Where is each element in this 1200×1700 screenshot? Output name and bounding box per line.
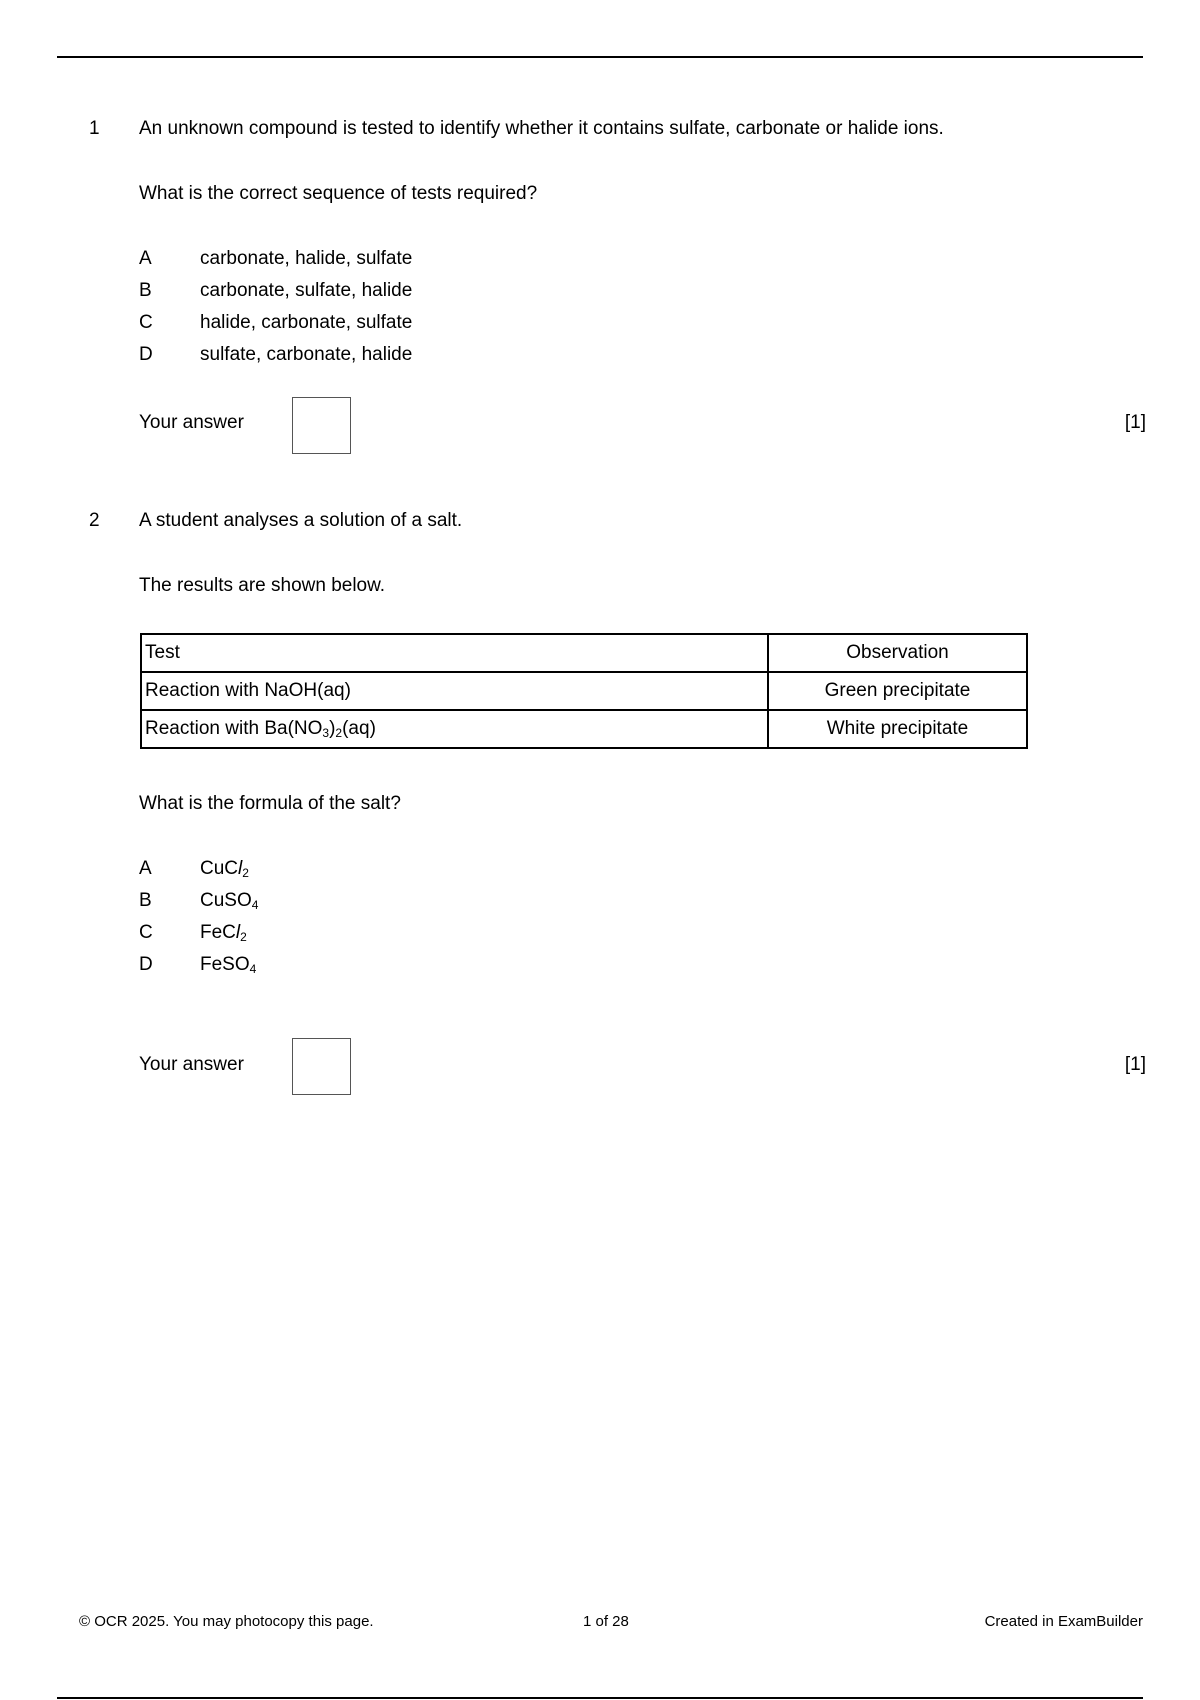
table-row bbox=[141, 672, 1027, 710]
q2-option-d-letter: D bbox=[139, 954, 153, 975]
formula-subscript: 4 bbox=[251, 898, 259, 912]
table-row bbox=[141, 710, 1027, 748]
q2-option-b-letter: B bbox=[139, 890, 152, 911]
question-2-stem: A student analyses a solution of a salt. bbox=[139, 510, 463, 531]
test-text-mid: ) bbox=[329, 718, 336, 739]
results-table bbox=[140, 633, 1028, 749]
q1-option-b-letter: B bbox=[139, 280, 152, 301]
footer-copyright: © OCR 2025. You may photocopy this page. bbox=[79, 1613, 374, 1630]
q2-answer-label: Your answer bbox=[139, 1054, 244, 1075]
test-text-prefix: Reaction with Ba(NO bbox=[145, 718, 323, 739]
formula-subscript: 4 bbox=[249, 962, 257, 976]
question-2-number: 2 bbox=[89, 510, 100, 531]
formula-subscript: 2 bbox=[240, 930, 247, 944]
formula-subscript: 2 bbox=[242, 866, 249, 880]
formula-italic: l bbox=[235, 922, 241, 943]
q2-marks: [1] bbox=[1124, 1054, 1146, 1075]
table-header-test: Test bbox=[141, 634, 768, 672]
table-cell-test bbox=[141, 710, 768, 748]
q2-option-c-text bbox=[200, 922, 247, 944]
q2-option-d-text bbox=[200, 954, 256, 976]
question-1-stem: An unknown compound is tested to identify whether it contains sulfate, carbonate or halide ions. bbox=[139, 118, 944, 139]
question-2-intro: The results are shown below. bbox=[139, 575, 386, 596]
q1-option-d-text: sulfate, carbonate, halide bbox=[200, 344, 413, 365]
table-header-row bbox=[141, 634, 1027, 672]
test-subscript-2: 2 bbox=[335, 726, 343, 740]
q1-answer-label: Your answer bbox=[139, 412, 244, 433]
test-text: Reaction with NaOH(aq) bbox=[145, 680, 351, 701]
q1-option-a-letter: A bbox=[139, 248, 152, 269]
q1-answer-box[interactable] bbox=[292, 397, 351, 454]
q1-option-c-text: halide, carbonate, sulfate bbox=[200, 312, 413, 333]
q2-option-b-text bbox=[200, 890, 258, 912]
q2-answer-box[interactable] bbox=[292, 1038, 351, 1095]
formula-main: CuSO bbox=[200, 890, 252, 911]
q2-option-c-letter: C bbox=[139, 922, 153, 943]
q1-option-d-letter: D bbox=[139, 344, 153, 365]
test-subscript-1: 3 bbox=[322, 726, 330, 740]
formula-main: FeC bbox=[200, 922, 236, 943]
q1-option-c-letter: C bbox=[139, 312, 153, 333]
footer-credit: Created in ExamBuilder bbox=[984, 1613, 1143, 1630]
table-cell-observation: White precipitate bbox=[768, 710, 1027, 748]
table-cell-observation: Green precipitate bbox=[768, 672, 1027, 710]
bottom-rule bbox=[57, 1697, 1143, 1699]
question-1-number: 1 bbox=[89, 118, 100, 139]
formula-italic: l bbox=[238, 858, 243, 879]
top-rule bbox=[57, 56, 1143, 58]
test-text-suffix: (aq) bbox=[342, 718, 376, 739]
footer-page-number: 1 of 28 bbox=[583, 1613, 629, 1630]
q1-option-a-text: carbonate, halide, sulfate bbox=[200, 248, 413, 269]
formula-main: CuC bbox=[200, 858, 239, 879]
question-2-prompt: What is the formula of the salt? bbox=[139, 793, 401, 814]
q1-marks: [1] bbox=[1124, 412, 1146, 433]
table-cell-test bbox=[141, 672, 768, 710]
formula-main: FeSO bbox=[200, 954, 250, 975]
question-1-prompt: What is the correct sequence of tests required? bbox=[139, 183, 538, 204]
table-header-observation: Observation bbox=[768, 634, 1027, 672]
q2-option-a-text bbox=[200, 858, 249, 880]
q1-option-b-text: carbonate, sulfate, halide bbox=[200, 280, 413, 301]
q2-option-a-letter: A bbox=[139, 858, 152, 879]
